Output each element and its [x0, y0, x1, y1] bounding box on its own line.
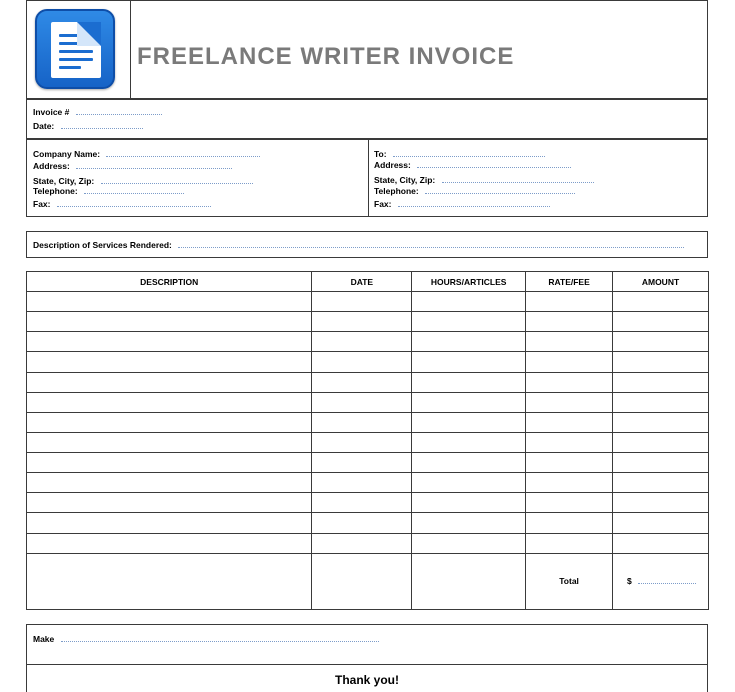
cell-hours[interactable]: [412, 332, 526, 352]
services-section: [26, 231, 708, 258]
from-city-label: State, City, Zip:: [33, 176, 95, 186]
total-date-cell[interactable]: [312, 553, 412, 609]
cell-amount[interactable]: [613, 292, 709, 312]
table-row: [27, 533, 709, 553]
cell-hours[interactable]: [412, 292, 526, 312]
page-title: FREELANCE WRITER INVOICE: [137, 43, 515, 70]
cell-amount[interactable]: [613, 493, 709, 513]
cell-rate[interactable]: [526, 292, 613, 312]
document-icon: [35, 9, 115, 89]
invoice-number-row: [33, 107, 162, 117]
thank-you-text: Thank you!: [334, 673, 399, 687]
to-phone-field[interactable]: [425, 186, 575, 194]
table-row: [27, 352, 709, 372]
cell-date[interactable]: [312, 493, 412, 513]
cell-hours[interactable]: [412, 352, 526, 372]
to-address-row: [374, 160, 571, 170]
cell-amount[interactable]: [613, 473, 709, 493]
cell-hours[interactable]: [412, 473, 526, 493]
to-fax-row: [374, 199, 550, 209]
parties-divider: [368, 140, 369, 216]
invoice-info: [26, 99, 708, 139]
cell-description[interactable]: [27, 493, 312, 513]
cell-rate[interactable]: [526, 332, 613, 352]
from-city-field[interactable]: [101, 176, 253, 184]
cell-description[interactable]: [27, 473, 312, 493]
from-address-field[interactable]: [76, 161, 232, 169]
invoice-date-label: Date:: [33, 121, 55, 131]
cell-description[interactable]: [27, 292, 312, 312]
services-label: Description of Services Rendered:: [33, 240, 172, 250]
table-row: [27, 513, 709, 533]
cell-description[interactable]: [27, 332, 312, 352]
cell-description[interactable]: [27, 412, 312, 432]
to-phone-row: [374, 186, 575, 196]
cell-rate[interactable]: [526, 392, 613, 412]
total-hours-cell[interactable]: [412, 553, 526, 609]
from-phone-label: Telephone:: [33, 186, 78, 196]
company-name-label: Company Name:: [33, 149, 101, 159]
cell-amount[interactable]: [613, 513, 709, 533]
cell-hours[interactable]: [412, 453, 526, 473]
cell-hours[interactable]: [412, 372, 526, 392]
cell-description[interactable]: [27, 352, 312, 372]
to-field[interactable]: [393, 149, 545, 157]
cell-date[interactable]: [312, 332, 412, 352]
logo-cell: [27, 1, 131, 98]
cell-amount[interactable]: [613, 332, 709, 352]
cell-amount[interactable]: [613, 412, 709, 432]
make-row: [33, 634, 379, 644]
col-amount: AMOUNT: [613, 272, 709, 292]
col-hours: HOURS/ARTICLES: [412, 272, 526, 292]
invoice-page: [26, 0, 708, 692]
cell-date[interactable]: [312, 312, 412, 332]
to-address-field[interactable]: [417, 160, 571, 168]
cell-rate[interactable]: [526, 352, 613, 372]
invoice-header: [26, 0, 708, 99]
cell-rate[interactable]: [526, 473, 613, 493]
cell-hours[interactable]: [412, 392, 526, 412]
table-row: [27, 493, 709, 513]
from-city-row: [33, 176, 253, 186]
to-fax-label: Fax:: [374, 199, 392, 209]
document-page: [51, 22, 101, 78]
invoice-date-row: [33, 121, 143, 131]
cell-hours[interactable]: [412, 533, 526, 553]
cell-hours[interactable]: [412, 493, 526, 513]
table-row: [27, 372, 709, 392]
cell-description[interactable]: [27, 372, 312, 392]
table-row: [27, 473, 709, 493]
cell-hours[interactable]: [412, 412, 526, 432]
footer-divider: [27, 664, 707, 665]
line-items-table: [26, 271, 709, 610]
make-field[interactable]: [61, 634, 379, 642]
from-address-row: [33, 161, 232, 171]
total-row: [27, 553, 709, 609]
services-field[interactable]: [178, 240, 684, 248]
cell-hours[interactable]: [412, 432, 526, 452]
services-row: [33, 240, 684, 250]
cell-description[interactable]: [27, 432, 312, 452]
cell-date[interactable]: [312, 432, 412, 452]
cell-date[interactable]: [312, 352, 412, 372]
make-label: Make: [33, 634, 55, 644]
cell-rate[interactable]: [526, 453, 613, 473]
cell-description[interactable]: [27, 453, 312, 473]
table-row: [27, 332, 709, 352]
cell-rate[interactable]: [526, 312, 613, 332]
cell-rate[interactable]: [526, 372, 613, 392]
cell-rate[interactable]: [526, 533, 613, 553]
from-fax-field[interactable]: [57, 199, 211, 207]
table-row: [27, 312, 709, 332]
cell-date[interactable]: [312, 292, 412, 312]
table-row: [27, 392, 709, 412]
cell-amount[interactable]: [613, 453, 709, 473]
cell-description[interactable]: [27, 392, 312, 412]
cell-rate[interactable]: [526, 432, 613, 452]
from-fax-row: [33, 199, 211, 209]
cell-rate[interactable]: [526, 493, 613, 513]
from-phone-row: [33, 186, 184, 196]
table-header-row: [27, 272, 709, 292]
cell-date[interactable]: [312, 453, 412, 473]
total-amount-field[interactable]: [638, 576, 696, 584]
cell-date[interactable]: [312, 372, 412, 392]
company-name-field[interactable]: [106, 149, 260, 157]
footer-section: [26, 624, 708, 692]
table-row: [27, 432, 709, 452]
col-description: DESCRIPTION: [27, 272, 312, 292]
to-phone-label: Telephone:: [374, 186, 419, 196]
invoice-number-field[interactable]: [76, 107, 162, 115]
to-label: To:: [374, 149, 387, 159]
cell-date[interactable]: [312, 392, 412, 412]
cell-date[interactable]: [312, 533, 412, 553]
to-city-label: State, City, Zip:: [374, 175, 436, 185]
cell-amount[interactable]: [613, 352, 709, 372]
cell-description[interactable]: [27, 513, 312, 533]
cell-amount[interactable]: [613, 392, 709, 412]
parties-section: [26, 139, 708, 217]
col-date: DATE: [312, 272, 412, 292]
to-address-label: Address:: [374, 160, 411, 170]
total-amount-cell[interactable]: [613, 553, 709, 609]
currency-symbol: $: [627, 576, 632, 587]
table-row: [27, 292, 709, 312]
cell-hours[interactable]: [412, 513, 526, 533]
to-city-field[interactable]: [442, 175, 594, 183]
company-name-row: [33, 149, 260, 159]
invoice-date-field[interactable]: [61, 121, 143, 129]
cell-hours[interactable]: [412, 312, 526, 332]
to-fax-field[interactable]: [398, 199, 550, 207]
invoice-number-label: Invoice #: [33, 107, 70, 117]
from-address-label: Address:: [33, 161, 70, 171]
table-row: [27, 412, 709, 432]
to-city-row: [374, 175, 594, 185]
cell-description[interactable]: [27, 533, 312, 553]
cell-amount[interactable]: [613, 432, 709, 452]
cell-description[interactable]: [27, 312, 312, 332]
cell-rate[interactable]: [526, 513, 613, 533]
cell-amount[interactable]: [613, 372, 709, 392]
cell-date[interactable]: [312, 473, 412, 493]
cell-date[interactable]: [312, 412, 412, 432]
from-fax-label: Fax:: [33, 199, 51, 209]
col-rate: RATE/FEE: [526, 272, 613, 292]
cell-date[interactable]: [312, 513, 412, 533]
to-row: [374, 149, 545, 159]
total-desc-cell[interactable]: [27, 553, 312, 609]
from-phone-field[interactable]: [84, 186, 184, 194]
cell-rate[interactable]: [526, 412, 613, 432]
table-row: [27, 453, 709, 473]
total-label: Total: [526, 553, 613, 609]
cell-amount[interactable]: [613, 312, 709, 332]
cell-amount[interactable]: [613, 533, 709, 553]
